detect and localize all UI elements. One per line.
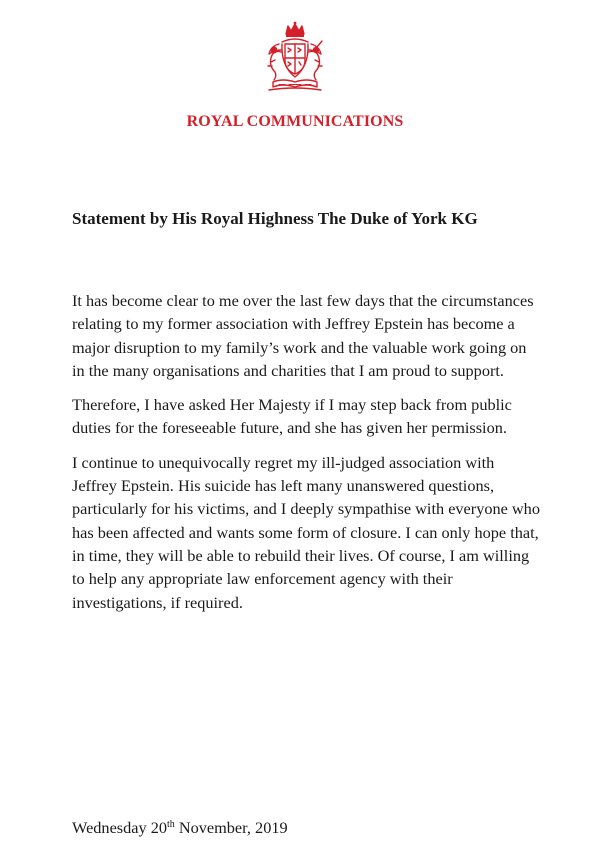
organisation-header: ROYAL COMMUNICATIONS bbox=[186, 113, 404, 130]
date-ordinal-suffix: th bbox=[167, 819, 175, 830]
statement-title: Statement by His Royal Highness The Duke of York KG bbox=[72, 209, 478, 228]
royal-coat-of-arms-icon bbox=[255, 20, 335, 92]
date-weekday-day: Wednesday 20 bbox=[72, 818, 167, 837]
statement-paragraph: It has become clear to me over the last few days that the circumstances relating to my former association with Jeffrey Epstein has become a major disruption to my family’s work and the valuable work going on in the many organisations and charities that I am proud to support. bbox=[72, 291, 534, 380]
date-month-year: November, 2019 bbox=[174, 818, 288, 837]
statement-paragraph: Therefore, I have asked Her Majesty if I may step back from public duties for the foreseeable future, and she has given her permission. bbox=[72, 395, 512, 438]
statement-date bbox=[72, 818, 288, 838]
statement-body bbox=[72, 289, 540, 625]
statement-paragraph: I continue to unequivocally regret my ill-judged association with Jeffrey Epstein. His suicide has left many unanswered questions, particularly for his victims, and I deeply sympathise with everyone who has been affected and wants some form of closure. I can only hope that, in time, they will be able to rebuild their lives. Of course, I am willing to help any appropriate law enforcement agency with their investigations, if required. bbox=[72, 452, 540, 612]
